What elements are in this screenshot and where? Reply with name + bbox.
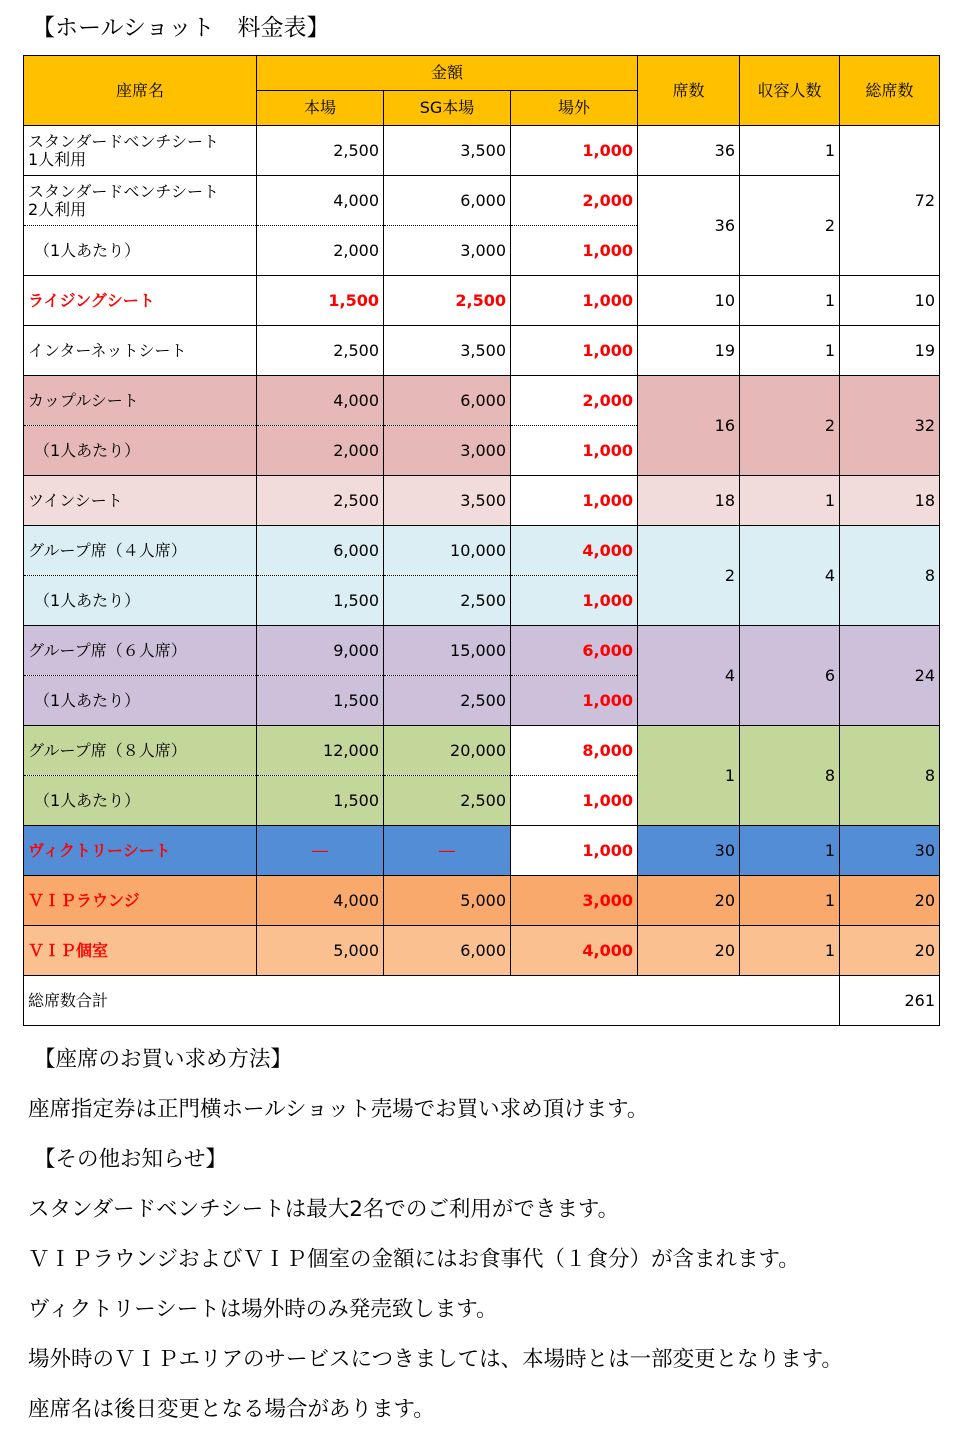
price-sg: 2,500 — [384, 776, 511, 826]
seat-name: ライジングシート — [24, 276, 257, 326]
price-jogai: 1,000 — [511, 826, 638, 876]
seat-count: 16 — [638, 376, 740, 476]
seat-name: ＶＩＰラウンジ — [24, 876, 257, 926]
header-honjo: 本場 — [257, 91, 384, 126]
note-line: 座席指定券は正門横ホールショット売場でお買い求め頂けます。 — [28, 1097, 649, 1122]
header-total-seats: 総席数 — [840, 56, 940, 126]
price-sg: 10,000 — [384, 526, 511, 576]
table-row — [24, 726, 940, 776]
price-honjo: 1,500 — [257, 576, 384, 626]
price-jogai: 1,000 — [511, 426, 638, 476]
seat-name: グループ席（４人席） — [24, 526, 257, 576]
price-jogai: 1,000 — [511, 276, 638, 326]
note-heading-purchase: 【座席のお買い求め方法】 — [34, 1047, 293, 1072]
capacity: 4 — [740, 526, 840, 626]
price-jogai: 4,000 — [511, 926, 638, 976]
total-seats: 10 — [840, 276, 940, 326]
total-row — [24, 976, 940, 1026]
total-seats: 32 — [840, 376, 940, 476]
seat-count: 19 — [638, 326, 740, 376]
table-row — [24, 876, 940, 926]
price-sg: 3,500 — [384, 126, 511, 176]
seat-name: ＶＩＰ個室 — [24, 926, 257, 976]
seat-name: （1人あたり） — [24, 226, 257, 276]
price-sg: 3,500 — [384, 476, 511, 526]
note-line: ヴィクトリーシートは場外時のみ発売致します。 — [28, 1297, 498, 1322]
price-jogai: 1,000 — [511, 126, 638, 176]
seat-name: ヴィクトリーシート — [24, 826, 257, 876]
price-jogai: 2,000 — [511, 176, 638, 226]
table-row — [24, 276, 940, 326]
price-sg: 3,000 — [384, 226, 511, 276]
price-honjo: 1,500 — [257, 676, 384, 726]
price-honjo: 2,500 — [257, 326, 384, 376]
seat-name: スタンダードベンチシート 2人利用 — [24, 176, 257, 226]
table-row — [24, 326, 940, 376]
price-sg: ― — [384, 826, 511, 876]
seat-name: グループ席（６人席） — [24, 626, 257, 676]
price-honjo: 2,000 — [257, 426, 384, 476]
seat-count: 20 — [638, 876, 740, 926]
price-honjo: 6,000 — [257, 526, 384, 576]
seat-count: 1 — [638, 726, 740, 826]
total-seats: 8 — [840, 526, 940, 626]
table-row — [24, 926, 940, 976]
capacity: 1 — [740, 826, 840, 876]
table-row — [24, 476, 940, 526]
capacity: 1 — [740, 926, 840, 976]
capacity: 1 — [740, 276, 840, 326]
price-jogai: 6,000 — [511, 626, 638, 676]
table-row — [24, 526, 940, 576]
grand-total-label: 総席数合計 — [24, 976, 840, 1026]
seat-name: カップルシート — [24, 376, 257, 426]
price-sg: 6,000 — [384, 926, 511, 976]
seat-count: 36 — [638, 126, 740, 176]
seat-name: ツインシート — [24, 476, 257, 526]
price-jogai: 1,000 — [511, 576, 638, 626]
price-table — [23, 55, 940, 1026]
seat-count: 4 — [638, 626, 740, 726]
price-honjo: 9,000 — [257, 626, 384, 676]
price-honjo: 4,000 — [257, 876, 384, 926]
seat-count: 18 — [638, 476, 740, 526]
table-row — [24, 176, 940, 226]
seat-name: （1人あたり） — [24, 576, 257, 626]
note-line: 場外時のＶＩＰエリアのサービスにつきましては、本場時とは一部変更となります。 — [28, 1347, 843, 1372]
seat-count: 2 — [638, 526, 740, 626]
price-jogai: 1,000 — [511, 776, 638, 826]
page-title: 【ホールショット 料金表】 — [32, 15, 330, 41]
seat-name: グループ席（８人席） — [24, 726, 257, 776]
grand-total-value: 261 — [840, 976, 940, 1026]
price-jogai: 4,000 — [511, 526, 638, 576]
total-seats: 24 — [840, 626, 940, 726]
capacity: 1 — [740, 876, 840, 926]
capacity: 2 — [740, 376, 840, 476]
price-jogai: 2,000 — [511, 376, 638, 426]
price-honjo: 2,500 — [257, 126, 384, 176]
price-sg: 3,500 — [384, 326, 511, 376]
price-honjo: 4,000 — [257, 176, 384, 226]
seat-count: 30 — [638, 826, 740, 876]
price-jogai: 1,000 — [511, 226, 638, 276]
header-jogai: 場外 — [511, 91, 638, 126]
notes-section — [28, 1035, 958, 1435]
price-sg: 20,000 — [384, 726, 511, 776]
price-sg: 2,500 — [384, 676, 511, 726]
price-honjo: 2,000 — [257, 226, 384, 276]
table-row — [24, 376, 940, 426]
price-honjo: 4,000 — [257, 376, 384, 426]
price-jogai: 3,000 — [511, 876, 638, 926]
note-line: スタンダードベンチシートは最大2名でのご利用ができます。 — [28, 1197, 620, 1222]
capacity: 1 — [740, 476, 840, 526]
note-line: 座席名は後日変更となる場合があります。 — [28, 1397, 435, 1422]
seat-name: インターネットシート — [24, 326, 257, 376]
note-line: ＶＩＰラウンジおよびＶＩＰ個室の金額にはお食事代（１食分）が含まれます。 — [28, 1247, 800, 1272]
price-honjo: 1,500 — [257, 776, 384, 826]
seat-count: 20 — [638, 926, 740, 976]
note-heading-other: 【その他お知らせ】 — [34, 1147, 227, 1172]
capacity: 2 — [740, 176, 840, 276]
price-jogai: 8,000 — [511, 726, 638, 776]
capacity: 1 — [740, 126, 840, 176]
seat-count: 10 — [638, 276, 740, 326]
table-row — [24, 126, 940, 176]
capacity: 1 — [740, 326, 840, 376]
total-seats: 8 — [840, 726, 940, 826]
price-honjo: ― — [257, 826, 384, 876]
total-seats: 20 — [840, 876, 940, 926]
price-jogai: 1,000 — [511, 326, 638, 376]
price-sg: 5,000 — [384, 876, 511, 926]
price-sg: 2,500 — [384, 576, 511, 626]
seat-count: 36 — [638, 176, 740, 276]
header-sg-honjo: SG本場 — [384, 91, 511, 126]
capacity: 8 — [740, 726, 840, 826]
standard-total-seats: 72 — [840, 126, 940, 276]
header-seat-name: 座席名 — [24, 56, 257, 126]
table-row — [24, 826, 940, 876]
table-row — [24, 626, 940, 676]
seat-name: スタンダードベンチシート 1人利用 — [24, 126, 257, 176]
seat-name: （1人あたり） — [24, 776, 257, 826]
seat-name: （1人あたり） — [24, 426, 257, 476]
price-honjo: 2,500 — [257, 476, 384, 526]
header-amount: 金額 — [257, 56, 638, 91]
price-jogai: 1,000 — [511, 676, 638, 726]
price-sg: 15,000 — [384, 626, 511, 676]
price-honjo: 12,000 — [257, 726, 384, 776]
price-jogai: 1,000 — [511, 476, 638, 526]
total-seats: 20 — [840, 926, 940, 976]
total-seats: 19 — [840, 326, 940, 376]
total-seats: 18 — [840, 476, 940, 526]
header-seats: 席数 — [638, 56, 740, 126]
total-seats: 30 — [840, 826, 940, 876]
price-honjo: 5,000 — [257, 926, 384, 976]
header-capacity: 収容人数 — [740, 56, 840, 126]
price-sg: 3,000 — [384, 426, 511, 476]
price-sg: 6,000 — [384, 176, 511, 226]
seat-name: （1人あたり） — [24, 676, 257, 726]
price-sg: 2,500 — [384, 276, 511, 326]
capacity: 6 — [740, 626, 840, 726]
price-sg: 6,000 — [384, 376, 511, 426]
price-honjo: 1,500 — [257, 276, 384, 326]
